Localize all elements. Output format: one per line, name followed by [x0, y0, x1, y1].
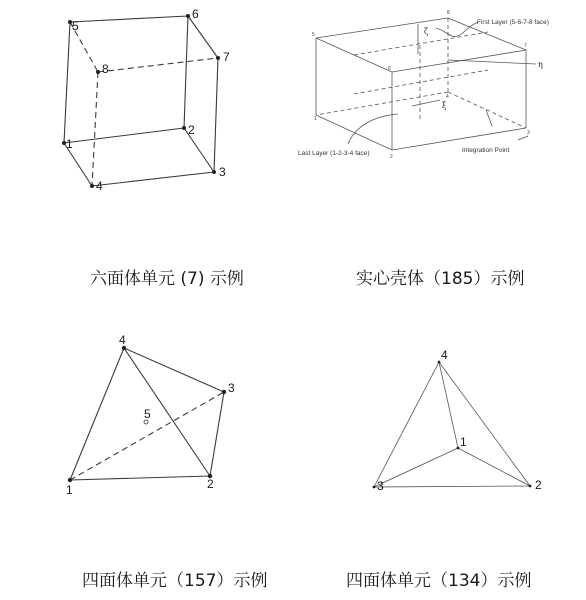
hex-element-caption: 六面体单元 (7) 示例 — [90, 269, 244, 289]
hex-node-label-5: 5 — [72, 19, 79, 33]
hex-node-label-3: 3 — [219, 165, 226, 179]
shell-node-3: 3 — [527, 130, 530, 136]
tet134-edges — [374, 362, 530, 487]
tet134-node-label-4: 4 — [441, 348, 448, 362]
hex-node-label-4: 4 — [96, 179, 103, 193]
integration-point-label: Integration Point — [462, 147, 510, 154]
tet134-node-label-3: 3 — [377, 479, 384, 493]
shell-node-8: 8 — [447, 10, 450, 16]
eta-axis-label: η — [538, 60, 543, 69]
tet157-node-label-5: 5 — [144, 407, 151, 421]
shell-node-2: 2 — [390, 154, 393, 160]
tet134-node-label-1: 1 — [460, 435, 467, 449]
zeta-axis-label: ζ — [424, 27, 429, 36]
hex-node-label-2: 2 — [188, 123, 195, 137]
hex-node-label-7: 7 — [223, 50, 230, 64]
tet134-caption: 四面体单元（134）示例 — [346, 571, 532, 591]
tet157-caption: 四面体单元（157）示例 — [82, 571, 268, 591]
shell-node-4: 4 — [446, 94, 449, 100]
hex-node-dots — [62, 14, 220, 188]
tet157-node-label-2: 2 — [207, 477, 214, 491]
xi-axis-label: ξ — [442, 101, 447, 110]
shell-node-1: 1 — [314, 116, 317, 122]
tet157-node-label-4: 4 — [119, 333, 126, 347]
hex-node-label-8: 8 — [102, 62, 109, 76]
last-layer-label: Last Layer (1-2-3-4 face) — [298, 150, 370, 157]
hex-node-label-1: 1 — [66, 137, 73, 151]
shell-node-5: 5 — [312, 32, 315, 38]
shell-node-7: 7 — [524, 43, 527, 49]
first-layer-label: First Layer (5-6-7-8 face) — [477, 19, 549, 26]
tet157-node-label-1: 1 — [66, 483, 73, 497]
hex-node-label-6: 6 — [192, 7, 199, 21]
tet134-node-label-2: 2 — [535, 478, 542, 492]
solid-shell-caption: 实心壳体（185）示例 — [356, 269, 525, 289]
tet157-node-label-3: 3 — [228, 381, 235, 395]
hex-edges — [64, 16, 218, 186]
shell-node-6: 6 — [388, 66, 391, 72]
solid-shell-diagram — [316, 18, 536, 150]
